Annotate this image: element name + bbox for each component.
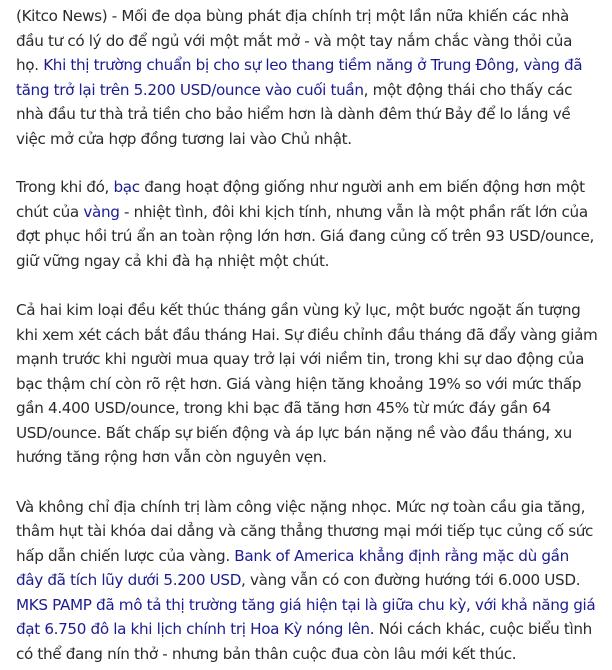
paragraph-3 xyxy=(16,298,598,470)
paragraph-text: Trong khi đó, xyxy=(16,178,114,196)
paragraph-1 xyxy=(16,4,598,151)
link-silver[interactable]: bạc xyxy=(113,178,140,196)
paragraph-text: Và không chỉ địa chính trị làm công việc nặng nhọc. Mức nợ toàn cầu gia tăng, thâm hụt tài khóa dai dẳng và căng thẳng thương mại mới tiếp tục củng cố sức hấp dẫn chiến lược của vàng. xyxy=(16,497,594,565)
paragraph-text: Cả hai kim loại đều kết thúc tháng gần vùng kỷ lục, một bước ngoặt ấn tượng khi xem xét cách bắt đầu tháng Hai. Sự điều chỉnh đầu tháng đã đẩy vàng giảm mạnh trước khi người mua quay trở lại với niềm tin, trong khi sự dao động của bạc thậm chí còn rõ rệt hơn. Giá vàng hiện tăng khoảng 19% so với mức thấp gần 4.400 USD/ounce, trong khi bạc đã tăng hơn 45% từ mức đáy gần 64 USD/ounce. Bất chấp sự biến động và áp lực bán nặng nề vào đầu tháng, xu hướng tăng rộng hơn vẫn còn nguyên vẹn. xyxy=(16,301,598,466)
link-bank-of-america[interactable]: Bank of America khẳng định rằng mặc dù gần đây đã tích lũy dưới 5.200 USD xyxy=(16,546,569,589)
paragraph-text: . Nói cách khác, cuộc biểu tình có thể đang nín thở - nhưng bản thân cuộc đua còn lâu mới kết thúc. xyxy=(16,620,592,663)
link-gold[interactable]: vàng xyxy=(83,202,120,221)
paragraph-text: (Kitco News) - Mối đe dọa bùng phát địa chính trị một lần nữa khiến các nhà đầu tư có lý do để ngủ với một mắt mở - và một tay nắm chắc vàng thỏi của họ. xyxy=(16,7,573,74)
paragraph-text: , một động thái cho thấy các nhà đầu tư thà trả tiền cho bảo hiểm hơn là dành đêm thứ Bảy để lo lắng về việc mở cửa hợp đồng tương lai vào Chủ nhật. xyxy=(16,80,573,148)
paragraph-text: đang hoạt động giống như người anh em biến động hơn một chút của xyxy=(16,178,585,221)
link-mks-pamp[interactable]: MKS PAMP đã mô tả thị trường tăng giá hiện tại là giữa chu kỳ, với khả năng giá đạt 6.750 đô la khi lịch chính trị Hoa Kỳ nóng lên xyxy=(16,595,596,638)
paragraph-text: - nhiệt tình, đôi khi kịch tính, nhưng vẫn là một phần rất lớn của đợt phục hồi trú ẩn an toàn rộng lớn hơn. Giá đang củng cố trên 93 USD/ounce, giữ vững ngay cả khi đà hạ nhiệt một chút. xyxy=(16,202,594,270)
link-gold-rebound[interactable]: Khi thị trường chuẩn bị cho sự leo thang tiềm năng ở Trung Đông, vàng đã tăng trở lại trên 5.200 USD/ounce vào cuối tuần xyxy=(16,56,583,99)
paragraph-text: , vàng vẫn có con đường hướng tới 6.000 USD. xyxy=(241,571,581,589)
paragraph-4 xyxy=(16,495,598,667)
paragraph-2 xyxy=(16,175,598,273)
